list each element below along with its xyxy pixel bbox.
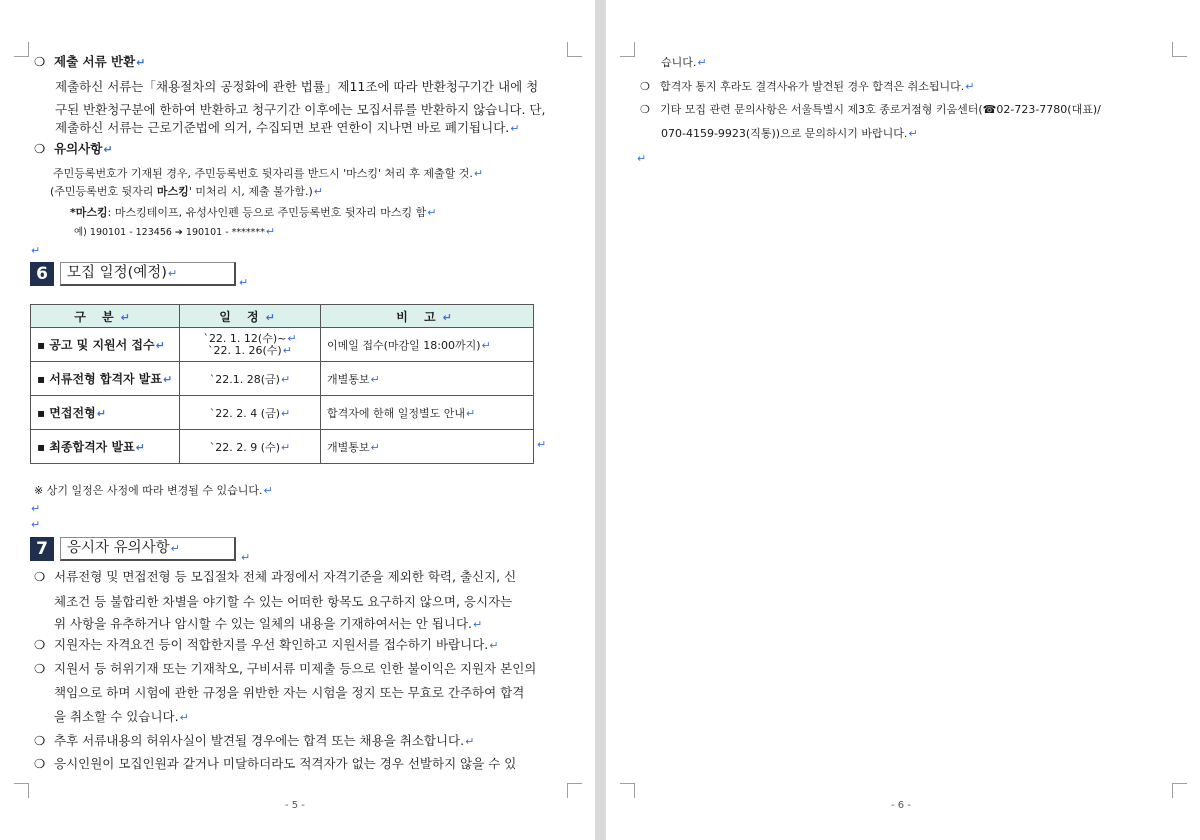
page-6 xyxy=(606,0,1200,840)
page-number: - 6 - xyxy=(891,800,911,811)
schedule-table xyxy=(30,304,534,464)
empty-paragraph: ↵ xyxy=(31,502,41,515)
list-item: ❍ 추후 서류내용의 허위사실이 발견될 경우에는 합격 또는 채용을 취소합니다.↵ xyxy=(34,733,475,748)
schedule-date: `22. 1. 12(수)~↵ `22. 1. 26(수)↵ xyxy=(180,328,321,362)
table-header-row xyxy=(31,305,534,328)
page-5 xyxy=(0,0,595,840)
empty-paragraph: ↵ xyxy=(637,152,647,165)
list-item: ❍ 지원서 등 허위기재 또는 기재착오, 구비서류 미제출 등으로 인한 불이익은 지원자 본인의 xyxy=(34,661,537,676)
schedule-item: ▪ 최종합격자 발표↵ xyxy=(31,430,180,464)
section-number-7: 7 xyxy=(30,537,54,561)
page-gap xyxy=(595,0,606,840)
list-item: ❍ 합격자 통지 후라도 결격사유가 발견된 경우 합격은 취소됩니다.↵ xyxy=(640,80,975,93)
margin-corner xyxy=(1172,42,1187,57)
table-header-cell: 구 분↵ xyxy=(31,305,180,328)
schedule-note: 이메일 접수(마감일 18:00까지)↵ xyxy=(321,328,534,362)
mask-example: 예) 190101 - 123456 ➔ 190101 - *******↵ xyxy=(74,225,276,238)
schedule-note: 합격자에 한해 일정별도 안내↵ xyxy=(321,396,534,430)
schedule-note: 개별통보↵ xyxy=(321,362,534,396)
margin-corner xyxy=(620,42,635,57)
paragraph-line: 구된 반환청구분에 한하여 반환하고 청구기간 이후에는 모집서류를 반환하지 않습니다. 단, xyxy=(55,102,546,117)
schedule-note-text: ※ 상기 일정은 사정에 따라 변경될 수 있습니다.↵ xyxy=(34,484,273,497)
paragraph-mark: ↵ xyxy=(537,438,547,451)
schedule-note: 개별통보↵ xyxy=(321,430,534,464)
list-item: ❍ 응시인원이 모집인원과 같거나 미달하더라도 적격자가 없는 경우 선발하지 않을 수 있 xyxy=(34,756,517,771)
section-number-6: 6 xyxy=(30,262,54,286)
mask-definition: *마스킹: 마스킹테이프, 유성사인펜 등으로 주민등록번호 뒷자리 마스킹 함↵ xyxy=(70,206,437,219)
table-row xyxy=(31,362,534,396)
paragraph-line: 제출하신 서류는「채용절차의 공정화에 관한 법률」제11조에 따라 반환청구기간 내에 청 xyxy=(55,79,539,94)
margin-corner xyxy=(567,42,582,57)
schedule-item: ▪ 서류전형 합격자 발표↵ xyxy=(31,362,180,396)
list-item-continuation: 을 취소할 수 있습니다.↵ xyxy=(54,709,189,724)
page-number: - 5 - xyxy=(285,800,305,811)
list-item: ❍ 기타 모집 관련 문의사항은 서울특별시 제3호 종로거점형 키움센터(☎02-723-7780(대표)/ xyxy=(640,103,1101,116)
empty-paragraph: ↵ xyxy=(31,518,41,531)
margin-corner xyxy=(14,42,29,57)
schedule-item: ▪ 면접전형↵ xyxy=(31,396,180,430)
margin-corner xyxy=(620,783,635,798)
list-item: ❍ 서류전형 및 면접전형 등 모집절차 전체 과정에서 자격기준을 제외한 학력, 출신지, 신 xyxy=(34,569,517,584)
list-item-continuation: 체조건 등 불합리한 차별을 야기할 수 있는 어떠한 항목도 요구하지 않으며, 응시자는 xyxy=(54,594,513,609)
notice-line: 주민등록번호가 기재된 경우, 주민등록번호 뒷자리를 반드시 '마스킹' 처리 후 제출할 것.↵ xyxy=(53,167,484,180)
paragraph-mark: ↵ xyxy=(241,551,251,564)
schedule-date: `22. 2. 4 (금)↵ xyxy=(180,396,321,430)
table-header-cell: 비 고↵ xyxy=(321,305,534,328)
section-heading-return: ❍ 제출 서류 반환↵ xyxy=(34,54,146,69)
paragraph-mark: ↵ xyxy=(239,276,249,289)
list-item-continuation: 위 사항을 유추하거나 암시할 수 있는 일체의 내용을 기재하여서는 안 됩니다.↵ xyxy=(54,616,483,631)
table-header-cell: 일 정↵ xyxy=(180,305,321,328)
section-title-7: 응시자 유의사항↵ xyxy=(60,537,236,561)
table-row xyxy=(31,328,534,362)
list-item-continuation: 070-4159-9923(직통))으로 문의하시기 바랍니다.↵ xyxy=(661,127,918,140)
list-item-continuation: 책임으로 하며 시험에 관한 규정을 위반한 자는 시험을 정지 또는 무효로 간주하여 합격 xyxy=(54,685,525,700)
table-row xyxy=(31,396,534,430)
list-item: ❍ 지원자는 자격요건 등이 적합한지를 우선 확인하고 지원서를 접수하기 바랍니다.↵ xyxy=(34,637,499,652)
notice-line: (주민등록번호 뒷자리 마스킹' 미처리 시, 제출 불가함.)↵ xyxy=(50,185,323,198)
schedule-date: `22.1. 28(금)↵ xyxy=(180,362,321,396)
list-item-continuation: 습니다.↵ xyxy=(661,56,707,69)
margin-corner xyxy=(1172,783,1187,798)
paragraph-line: 제출하신 서류는 근로기준법에 의거, 수집되면 보관 연한이 지나면 바로 폐기됩니다.↵ xyxy=(55,120,520,135)
margin-corner xyxy=(567,783,582,798)
margin-corner xyxy=(14,783,29,798)
section-heading-notice: ❍ 유의사항↵ xyxy=(34,141,113,156)
schedule-item: ▪ 공고 및 지원서 접수↵ xyxy=(31,328,180,362)
section-title-6: 모집 일정(예정)↵ xyxy=(60,262,236,286)
schedule-date: `22. 2. 9 (수)↵ xyxy=(180,430,321,464)
table-row xyxy=(31,430,534,464)
empty-paragraph: ↵ xyxy=(31,244,41,257)
